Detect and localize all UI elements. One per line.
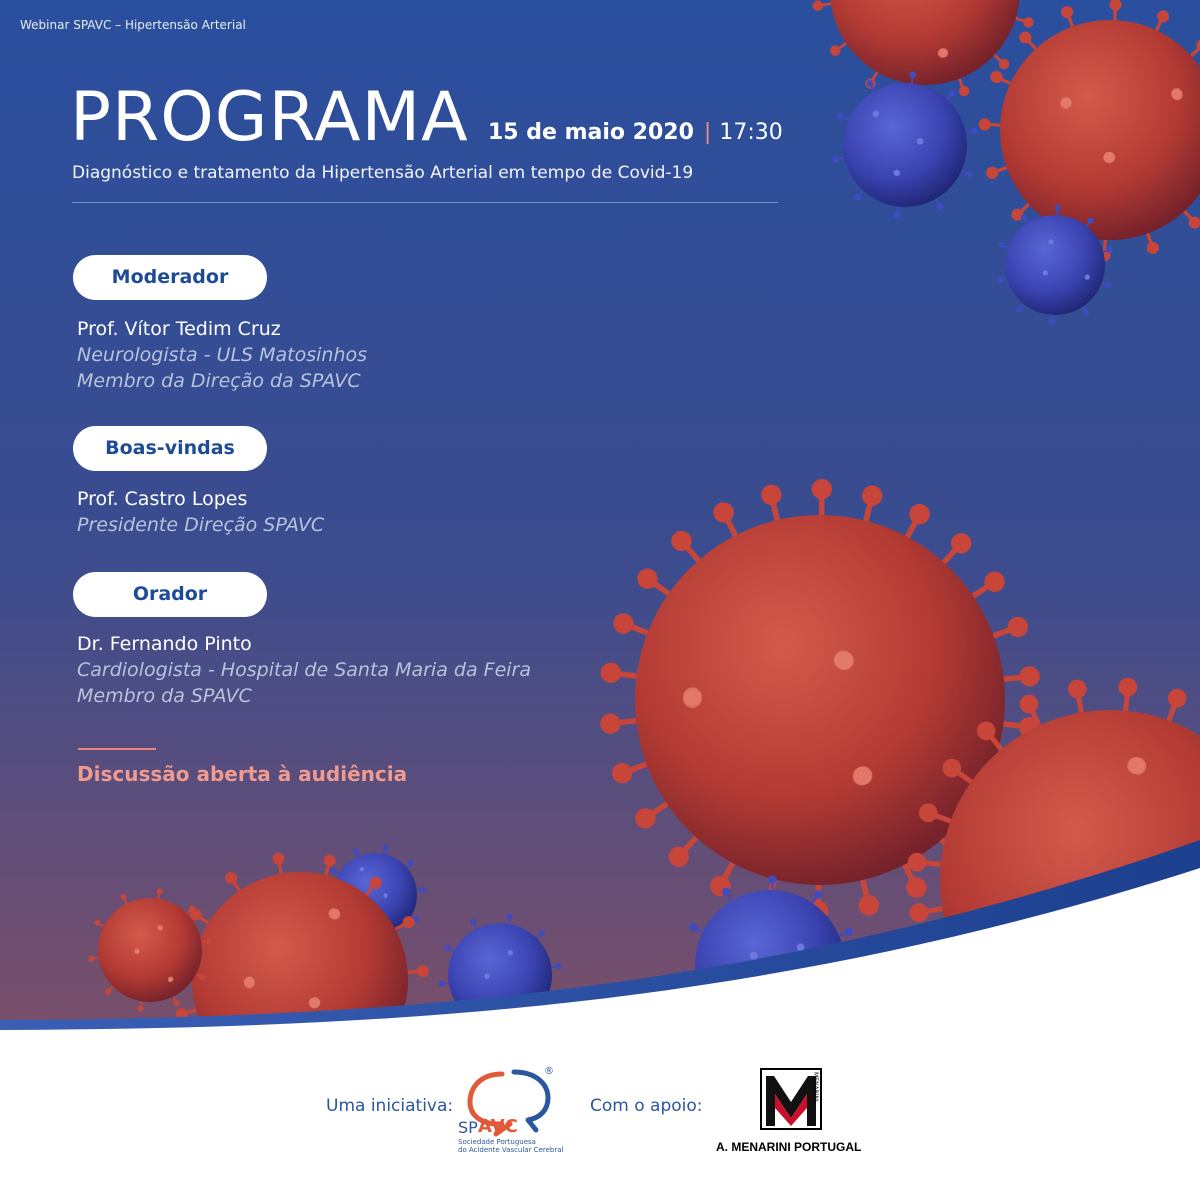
registered-mark: ® [544,1066,554,1077]
discussion-text: Discussão aberta à audiência [77,762,408,786]
page-title: PROGRAMA [70,78,469,157]
event-time: 17:30 [719,120,783,145]
date-separator: | [703,120,712,145]
support-label: Com o apoio: [590,1096,703,1116]
pill-boas-vindas: Boas-vindas [73,426,267,471]
spavc-subtitle-1: Sociedade Portuguesa [458,1138,536,1146]
menarini-logo [760,1068,822,1130]
discussion-divider [78,748,156,750]
welcome-name: Prof. Castro Lopes [77,488,248,510]
speaker-name: Dr. Fernando Pinto [77,633,252,655]
header-divider [72,202,778,203]
subtitle: Diagnóstico e tratamento da Hipertensão Arterial em tempo de Covid-19 [72,163,694,183]
initiative-label: Uma iniciativa: [326,1096,454,1116]
eyebrow-text: Webinar SPAVC – Hipertensão Arterial [20,18,246,32]
spavc-subtitle-2: do Acidente Vascular Cerebral [458,1146,564,1154]
speaker-role: Membro da SPAVC [77,685,252,707]
moderator-role: Neurologista - ULS Matosinhos [77,344,368,366]
speaker-role: Cardiologista - Hospital de Santa Maria da Feira [77,659,531,681]
moderator-name: Prof. Vítor Tedim Cruz [77,318,281,340]
spavc-avc: AVC [478,1116,518,1137]
event-datetime [488,120,783,145]
welcome-role: Presidente Direção SPAVC [77,514,325,536]
pill-moderador: Moderador [73,255,267,300]
spavc-sp: SP [458,1118,478,1137]
menarini-name: A. MENARINI PORTUGAL [716,1140,862,1154]
pill-orador: Orador [73,572,267,617]
spavc-logo [452,1064,572,1160]
event-date: 15 de maio 2020 [488,120,694,145]
moderator-role: Membro da Direção da SPAVC [77,370,361,392]
menarini-vertical-text: MENARINI [812,1072,819,1102]
